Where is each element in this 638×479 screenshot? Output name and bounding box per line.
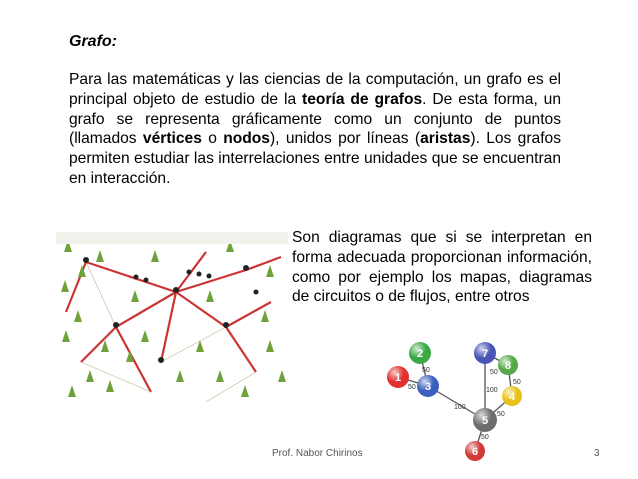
graph-node-label: 3	[424, 381, 432, 393]
intro-bold-term: vértices	[142, 130, 202, 148]
graph-node-label: 6	[471, 446, 479, 458]
intro-bold-term: aristas	[420, 130, 471, 148]
edge-weight: 100	[486, 387, 498, 394]
graph-node-3	[417, 375, 439, 397]
graph-node-8	[498, 355, 518, 375]
graph-node-label: 5	[481, 415, 489, 427]
graph-node-label: 1	[394, 372, 402, 384]
intro-paragraph	[69, 70, 561, 189]
graph-node-5	[473, 408, 497, 432]
graph-node-label: 7	[481, 348, 489, 360]
graph-node-label: 8	[504, 360, 512, 372]
edge-weight: 50	[513, 379, 521, 386]
edge-weight: 100	[454, 404, 466, 411]
footer-author: Prof. Nabor Chirinos	[272, 448, 363, 459]
intro-seg: ), unidos por líneas (	[269, 130, 421, 148]
side-paragraph: Son diagramas que si se interpretan en forma adecuada proporcionan información, como por ejemplo los mapas, diagramas de circuitos o de flujos, entre otros	[292, 229, 592, 306]
weighted-graph-illustration	[372, 338, 532, 464]
edge-weight: 50	[422, 367, 430, 374]
slide-title: Grafo:	[69, 33, 117, 50]
page-number: 3	[594, 448, 600, 459]
graph-node-7	[474, 342, 496, 364]
intro-bold-term: teoría de grafos	[302, 90, 423, 108]
intro-seg: . De esta forma, un grafo se representa gráficamente como un conjunto de puntos (llamados	[69, 90, 562, 148]
edge-weight: 50	[490, 369, 498, 376]
intro-bold-term: nodos	[223, 130, 270, 148]
graph-node-4	[502, 386, 522, 406]
network-illustration	[56, 232, 288, 410]
intro-seg: ). Los grafos permiten estudiar las interrelaciones entre unidades que se encuentran en interacción.	[69, 130, 562, 187]
intro-seg: o	[201, 130, 224, 148]
graph-node-label: 4	[508, 391, 516, 403]
edge-weight: 50	[497, 411, 505, 418]
graph-node-6	[465, 441, 485, 461]
intro-seg: Para las matemáticas y las ciencias de la computación, un grafo es el principal objeto de estudio de la	[69, 71, 561, 108]
edge-weight: 50	[408, 384, 416, 391]
graph-node-label: 2	[416, 348, 424, 360]
edge-weight: 50	[481, 434, 489, 441]
graph-node-1	[387, 366, 409, 388]
graph-node-2	[409, 342, 431, 364]
